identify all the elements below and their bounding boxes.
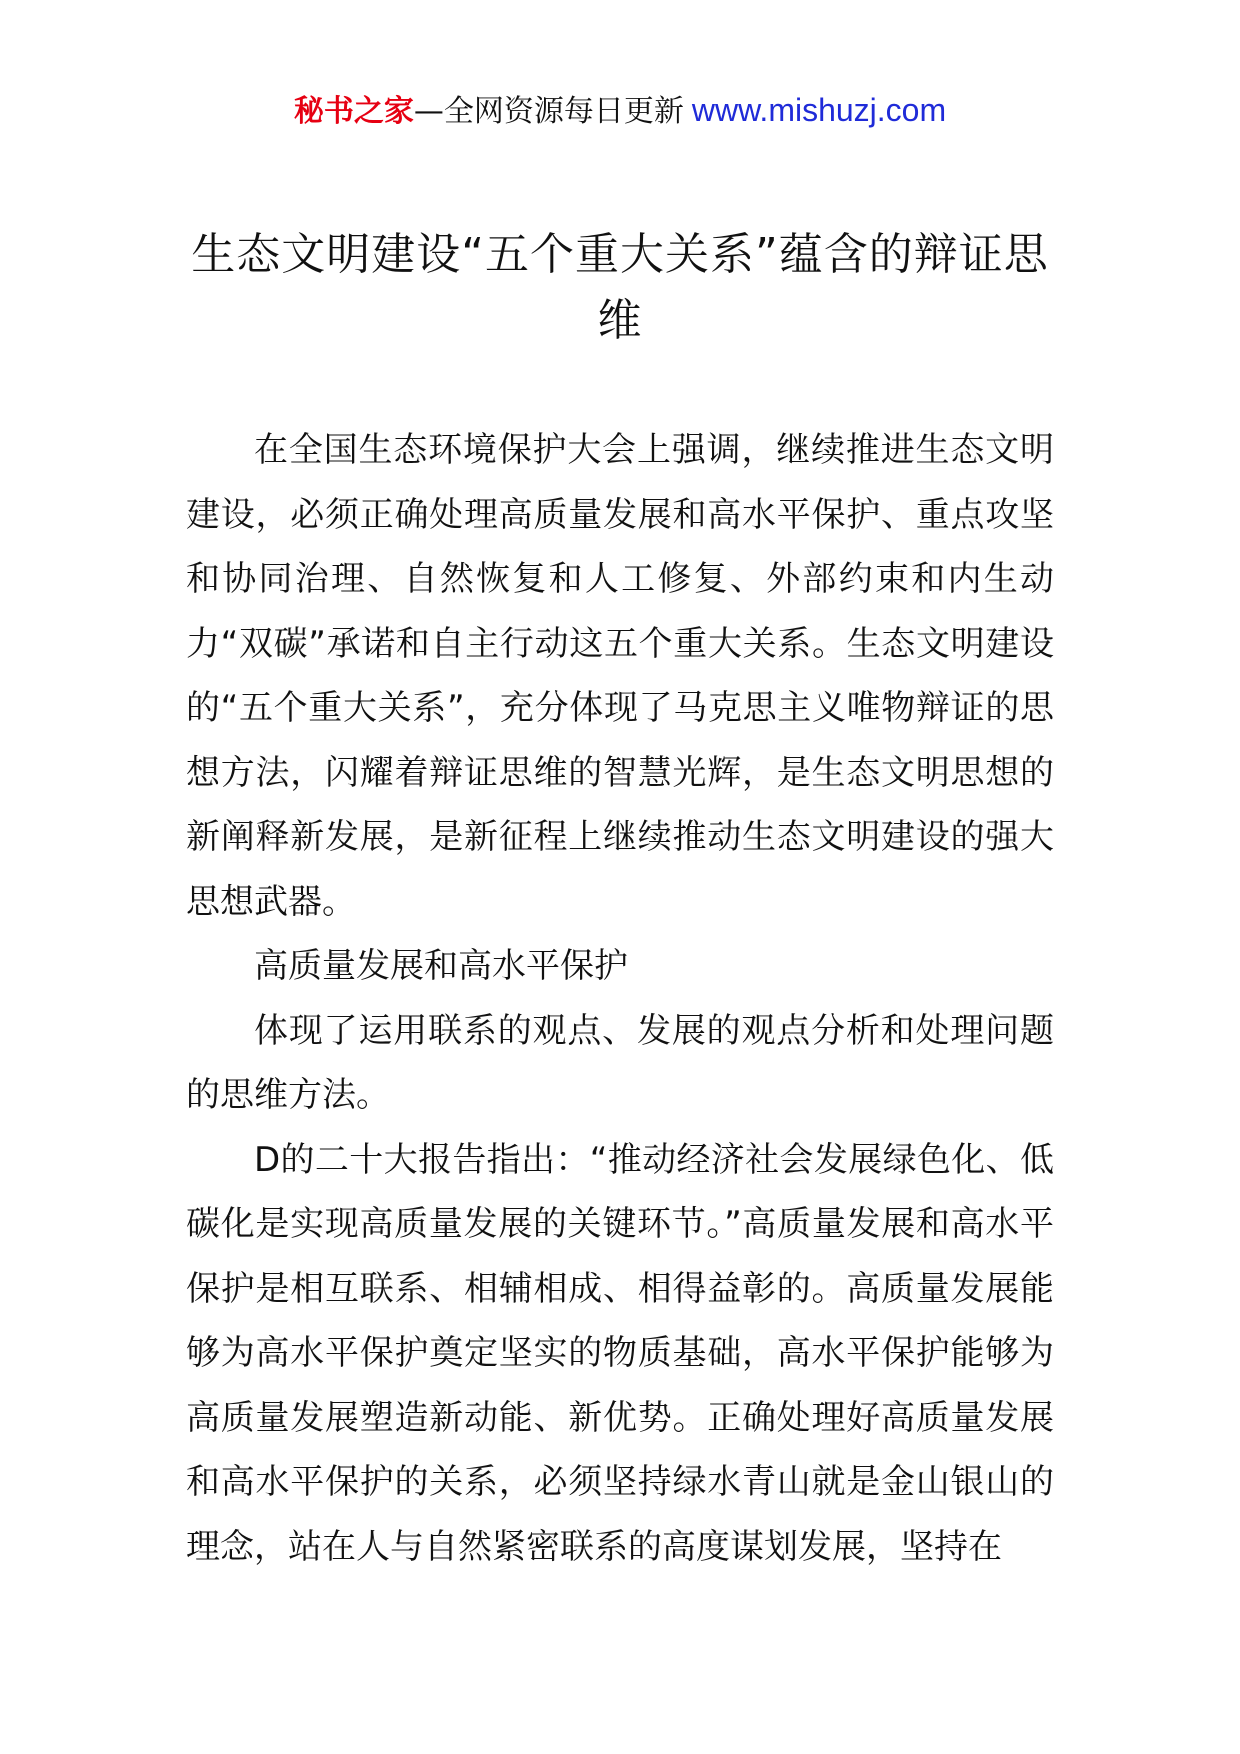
site-header xyxy=(0,88,1240,134)
section-heading: 高质量发展和高水平保护 xyxy=(254,946,628,986)
site-tagline: —全网资源每日更新 xyxy=(413,94,684,129)
section-summary-paragraph: 体现了运用联系的观点、发展的观点分析和处理问题的思维方法。 xyxy=(186,1010,1054,1115)
document-title: 生态文明建设“五个重大关系”蕴含的辩证思维 xyxy=(191,229,1049,346)
site-url-link[interactable]: www.mishuzj.com xyxy=(691,92,947,128)
intro-paragraph: 在全国生态环境保护大会上强调，继续推进生态文明建设，必须正确处理高质量发展和高水平保护、重点攻坚和协同治理、自然恢复和人工修复、外部约束和内生动力“双碳”承诺和自主行动这五个重大关系。生态文明建设的“五个重大关系”，充分体现了马克思主义唯物辩证的思想方法，闪耀着辩证思维的智慧光辉，是生态文明思想的新阐释新发展，是新征程上继续推动生态文明建设的强大思想武器。 xyxy=(186,430,1054,922)
document-body xyxy=(186,418,1054,1579)
section-body-paragraph: D的二十大报告指出：“推动经济社会发展绿色化、低碳化是实现高质量发展的关键环节。”高质量发展和高水平保护是相互联系、相辅相成、相得益彰的。高质量发展能够为高水平保护奠定坚实的物质基础，高水平保护能够为高质量发展塑造新动能、新优势。正确处理好高质量发展和高水平保护的关系，必须坚持绿水青山就是金山银山的理念，站在人与自然紧密联系的高度谋划发展，坚持在 xyxy=(186,1139,1054,1567)
brand-name: 秘书之家 xyxy=(293,94,414,129)
